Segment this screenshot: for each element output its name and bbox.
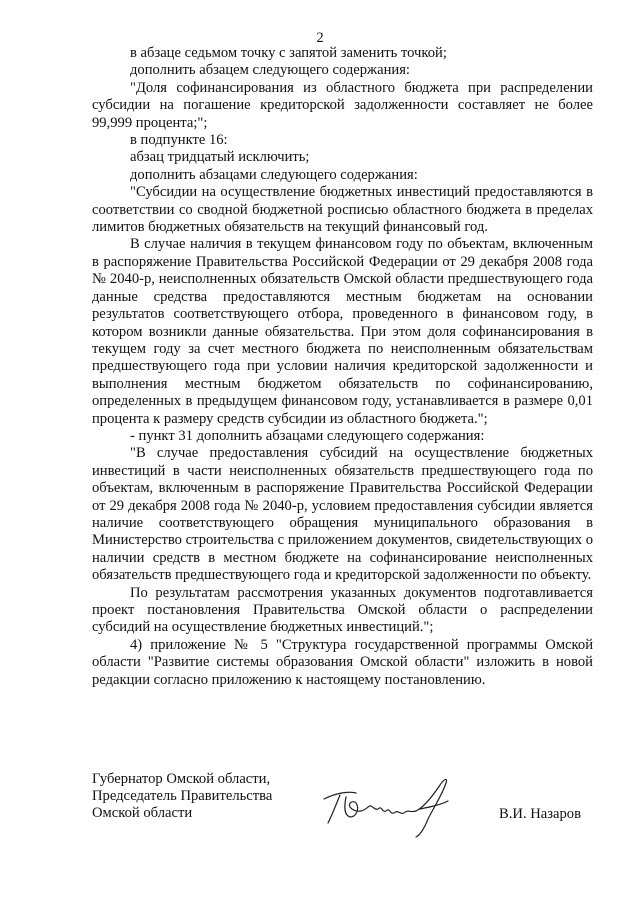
paragraph-8: В случае наличия в текущем финансовом году по объектам, включенным в распоряжение Правительства Российской Федерации от 29 декабря 2008 года № 2040-р, неисполненных обязательств Омской области предшествующего года данные средства предоставляются местным бюджетам на основании результатов соответствующего отбора, проведенного в финансовом году, в котором возникли данные обязательства. При этом доля софинансирования в текущем году за счет местного бюджета по неисполненным обязательствам предшествующего года при условии наличия кредиторской задолженности и выполнения местным бюджетом обязательств по софинансированию, определенных в предыдущем финансовом году, устанавливается в размере 0,01 процента к размеру средств субсидии из областного бюджета.";: [92, 236, 593, 427]
signature-block: [92, 771, 593, 851]
document-body: [92, 45, 593, 689]
position-line-2: Председатель Правительства: [92, 788, 273, 805]
position-line-3: Омской области: [92, 805, 193, 822]
paragraph-6: дополнить абзацами следующего содержания:: [130, 166, 418, 183]
paragraph-11: По результатам рассмотрения указанных документов подготавливается проект постановления Правительства Омской области о распределении субсидий на осуществление бюджетных инвестиций.";: [92, 584, 593, 636]
paragraph-1: в абзаце седьмом точку с запятой заменить точкой;: [130, 45, 447, 61]
position-line-1: Губернатор Омской области,: [92, 771, 271, 787]
paragraph-10: "В случае предоставления субсидий на осуществление бюджетных инвестиций в части неисполненных обязательств предшествующего года по объектам, включенным в распоряжение Правительства Российской Федерации от 29 декабря 2008 года № 2040-р, условием предоставления субсидии является наличие соответствующего обращения муниципального образования в Министерство строительства с приложением документов, свидетельствующих о наличии средств в местном бюджете на софинансирование неисполненных обязательств предшествующего года и кредиторской задолженности по объекту.: [92, 445, 593, 584]
paragraph-9: - пункт 31 дополнить абзацами следующего содержания:: [130, 427, 485, 444]
paragraph-5: абзац тридцатый исключить;: [130, 149, 310, 166]
paragraph-4: в подпункте 16:: [130, 132, 228, 149]
page-number: 2: [316, 30, 324, 46]
paragraph-3: "Доля софинансирования из областного бюджета при распределении субсидии на погашение кредиторской задолженности составляет не более 99,999 процента;";: [92, 79, 593, 131]
handwritten-signature: [316, 771, 466, 839]
paragraph-2: дополнить абзацем следующего содержания:: [130, 62, 410, 79]
signatory-position: [92, 771, 272, 823]
paragraph-12: 4) приложение № 5 "Структура государственной программы Омской области "Развитие системы образования Омской области" изложить в новой редакции согласно приложению к настоящему постановлению.: [92, 636, 593, 688]
signatory-name: В.И. Назаров: [499, 806, 581, 822]
paragraph-7: "Субсидии на осуществление бюджетных инвестиций предоставляются в соответствии со сводной бюджетной росписью областного бюджета в пределах лимитов бюджетных обязательств на текущий финансовый год.: [92, 184, 593, 236]
